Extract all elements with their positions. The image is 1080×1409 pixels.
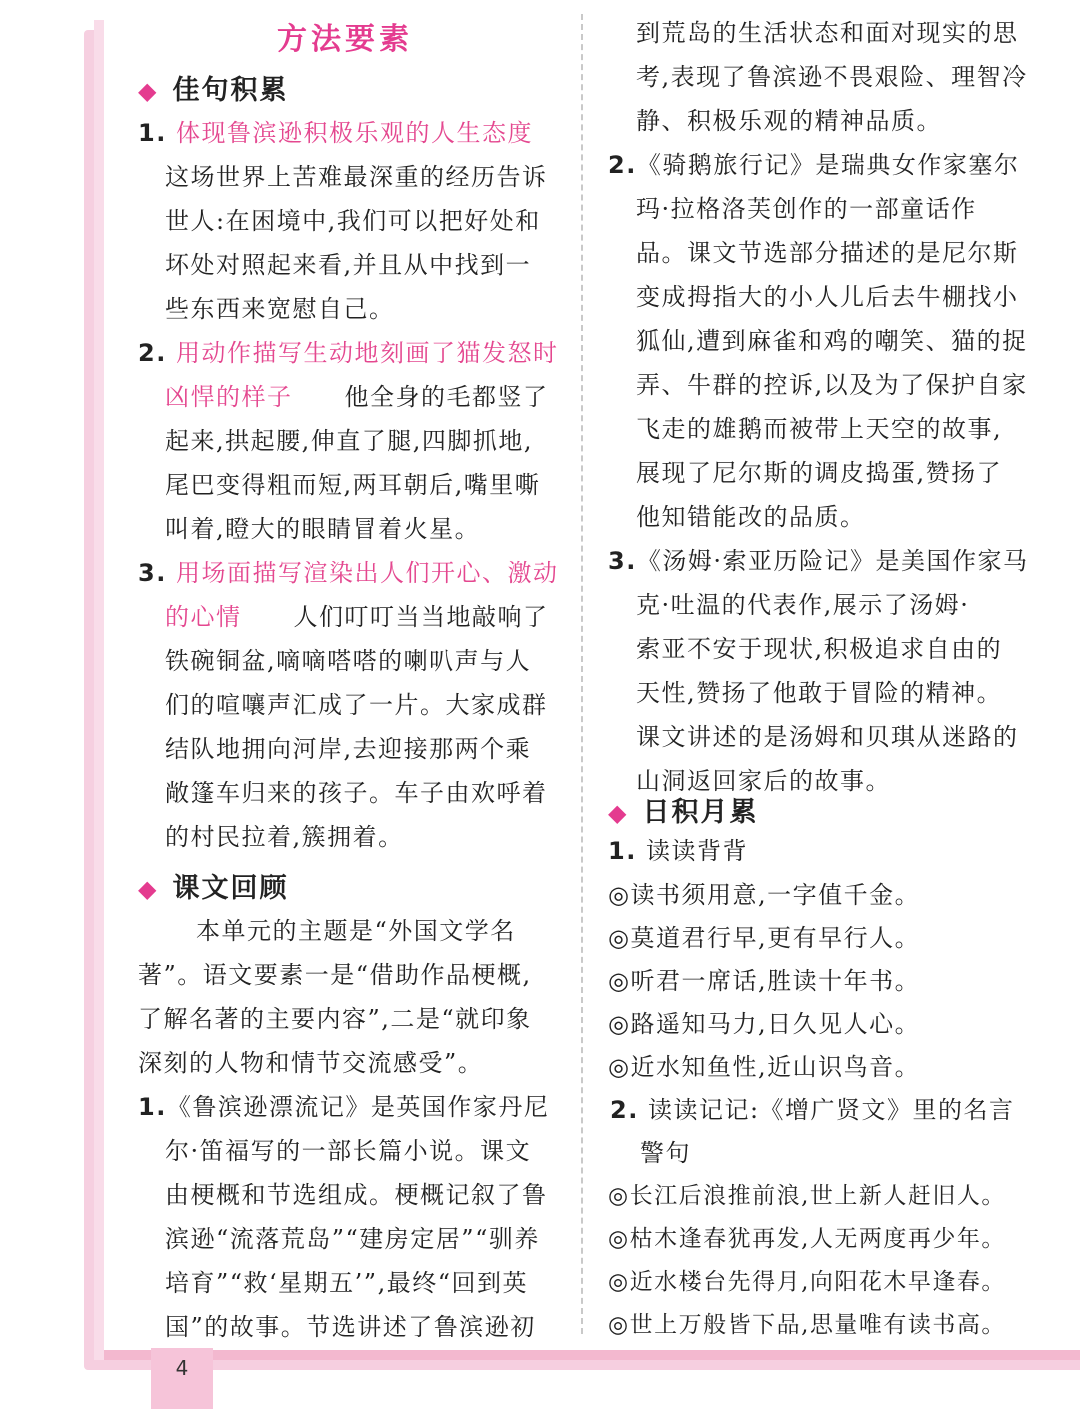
review-3-line: 《汤姆·索亚历险记》是美国作家马 — [636, 547, 1029, 575]
item-number: 3. — [608, 547, 637, 575]
read-1-heading: 读读背背 — [645, 837, 748, 865]
text-line: 这场世界上苦难最深重的经历告诉 — [165, 163, 548, 191]
item-1-heading: 体现鲁滨逊积极乐观的人生态度 — [175, 119, 533, 147]
item-2-inline: 他全身的毛都竖了 — [344, 383, 549, 411]
proverb-line: ◎近水楼台先得月,向阳花木早逢春。 — [608, 1269, 1006, 1295]
heading-jiaju — [138, 68, 288, 107]
text-line: 世人:在困境中,我们可以把好处和 — [165, 207, 541, 235]
diamond-icon: ◆ — [608, 799, 629, 827]
text-line: 狐仙,遭到麻雀和鸡的嘲笑、猫的捉 — [636, 327, 1028, 355]
proverb-line: ◎听君一席话,胜读十年书。 — [608, 967, 921, 995]
heading-kewen-label: 课文回顾 — [172, 873, 289, 904]
item-2-title — [138, 336, 558, 370]
proverb-line: ◎世上万般皆下品,思量唯有读书高。 — [608, 1312, 1006, 1338]
text-line: 到荒岛的生活状态和面对现实的思 — [636, 19, 1019, 47]
text-line: 深刻的人物和情节交流感受”。 — [138, 1049, 484, 1077]
text-line: 滨逊“流落荒岛”“建房定居”“驯养 — [165, 1225, 540, 1253]
proverb-line: ◎莫道君行早,更有早行人。 — [608, 924, 921, 952]
text-line: 由梗概和节选组成。梗概记叙了鲁 — [165, 1181, 548, 1209]
text-line: 些东西来宽慰自己。 — [165, 295, 395, 323]
read-1-title — [608, 834, 748, 868]
text-line: 他知错能改的品质。 — [636, 503, 866, 531]
item-3-title — [138, 556, 558, 590]
heading-riji — [608, 790, 758, 829]
text-line: 铁碗铜盆,嘀嘀嗒嗒的喇叭声与人 — [165, 647, 532, 675]
text-line: 克·吐温的代表作,展示了汤姆· — [636, 591, 970, 619]
text-line: 变成拇指大的小人儿后去牛棚找小 — [636, 283, 1019, 311]
text-line: 弄、牛群的控诉,以及为了保护自家 — [636, 371, 1028, 399]
diamond-icon: ◆ — [138, 875, 159, 903]
review-2-line: 《骑鹅旅行记》是瑞典女作家塞尔 — [636, 151, 1020, 179]
text-line: 了解名著的主要内容”,二是“就印象 — [138, 1005, 532, 1033]
text-line: 们的喧嚷声汇成了一片。大家成群 — [165, 691, 548, 719]
proverb-line: ◎近水知鱼性,近山识鸟音。 — [608, 1053, 921, 1081]
text-line: 玛·拉格洛芙创作的一部童话作 — [636, 195, 977, 223]
text-line: 静、积极乐观的精神品质。 — [636, 107, 942, 135]
item-2-heading-cont: 凶悍的样子 — [165, 383, 293, 411]
item-number: 2. — [610, 1096, 639, 1124]
text-line: 叫着,瞪大的眼睛冒着火星。 — [165, 515, 481, 543]
item-3-heading-cont: 的心情 — [165, 603, 242, 631]
item-number: 1. — [608, 837, 637, 865]
text-line: 尾巴变得粗而短,两耳朝后,嘴里嘶 — [165, 471, 541, 499]
text-line: 考,表现了鲁滨逊不畏艰险、理智冷 — [636, 63, 1028, 91]
proverb-line: ◎长江后浪推前浪,世上新人赶旧人。 — [608, 1183, 1006, 1209]
item-3-heading: 用场面描写渲染出人们开心、激动 — [175, 559, 559, 587]
text-line: 培育”“救‘星期五’”,最终“回到英 — [165, 1269, 528, 1297]
text-line: 结队地拥向河岸,去迎接那两个乘 — [165, 735, 532, 763]
text-line: 坏处对照起来看,并且从中找到一 — [165, 251, 532, 279]
text-line: 飞走的雄鹅而被带上天空的故事, — [636, 415, 1003, 443]
item-number: 2. — [608, 151, 637, 179]
text-line: 展现了尼尔斯的调皮捣蛋,赞扬了 — [636, 459, 1003, 487]
proverb-line: ◎枯木逢春犹再发,人无两度再少年。 — [608, 1226, 1006, 1252]
text-line: 品。课文节选部分描述的是尼尔斯 — [636, 239, 1019, 267]
review-1-title — [138, 1090, 549, 1124]
text-line: 本单元的主题是“外国文学名 — [196, 917, 516, 945]
page-title: 方法要素 — [277, 22, 413, 57]
review-3-title — [608, 544, 1028, 578]
review-1-line: 《鲁滨逊漂流记》是英国作家丹尼 — [166, 1093, 550, 1121]
text-line: 课文讲述的是汤姆和贝琪从迷路的 — [636, 723, 1019, 751]
diamond-icon: ◆ — [138, 77, 159, 105]
heading-kewen — [138, 866, 288, 905]
text-line: 山洞返回家后的故事。 — [636, 767, 891, 795]
item-number: 1. — [138, 119, 167, 147]
proverb-line: ◎读书须用意,一字值千金。 — [608, 881, 921, 909]
column-divider — [581, 14, 583, 1334]
text-line: 国”的故事。节选讲述了鲁滨逊初 — [165, 1313, 536, 1341]
page-number: 4 — [175, 1356, 189, 1380]
text-line: 尔·笛福写的一部长篇小说。课文 — [165, 1137, 532, 1165]
read-2-heading: 读读记记:《增广贤文》里的名言 — [647, 1096, 1015, 1124]
item-number: 1. — [138, 1093, 167, 1121]
item-number: 3. — [138, 559, 167, 587]
text-line: 天性,赞扬了他敢于冒险的精神。 — [636, 679, 1003, 707]
read-2-heading-cont: 警句 — [640, 1139, 691, 1167]
item-number: 2. — [138, 339, 167, 367]
item-1-title — [138, 116, 533, 150]
proverb-line: ◎路遥知马力,日久见人心。 — [608, 1010, 921, 1038]
heading-riji-label: 日积月累 — [642, 797, 759, 828]
item-2-title-cont — [165, 380, 549, 414]
text-line: 索亚不安于现状,积极追求自由的 — [636, 635, 1003, 663]
item-3-title-cont — [165, 600, 549, 634]
text-line: 的村民拉着,簇拥着。 — [165, 823, 404, 851]
review-2-title — [608, 148, 1019, 182]
text-line: 著”。语文要素一是“借助作品梗概, — [138, 961, 532, 989]
item-2-heading: 用动作描写生动地刻画了猫发怒时 — [175, 339, 559, 367]
heading-jiaju-label: 佳句积累 — [172, 75, 289, 106]
read-2-title — [610, 1093, 1015, 1127]
text-line: 敞篷车归来的孩子。车子由欢呼着 — [165, 779, 548, 807]
item-3-inline: 人们叮叮当当地敲响了 — [293, 603, 549, 631]
text-line: 起来,拱起腰,伸直了腿,四脚抓地, — [165, 427, 534, 455]
